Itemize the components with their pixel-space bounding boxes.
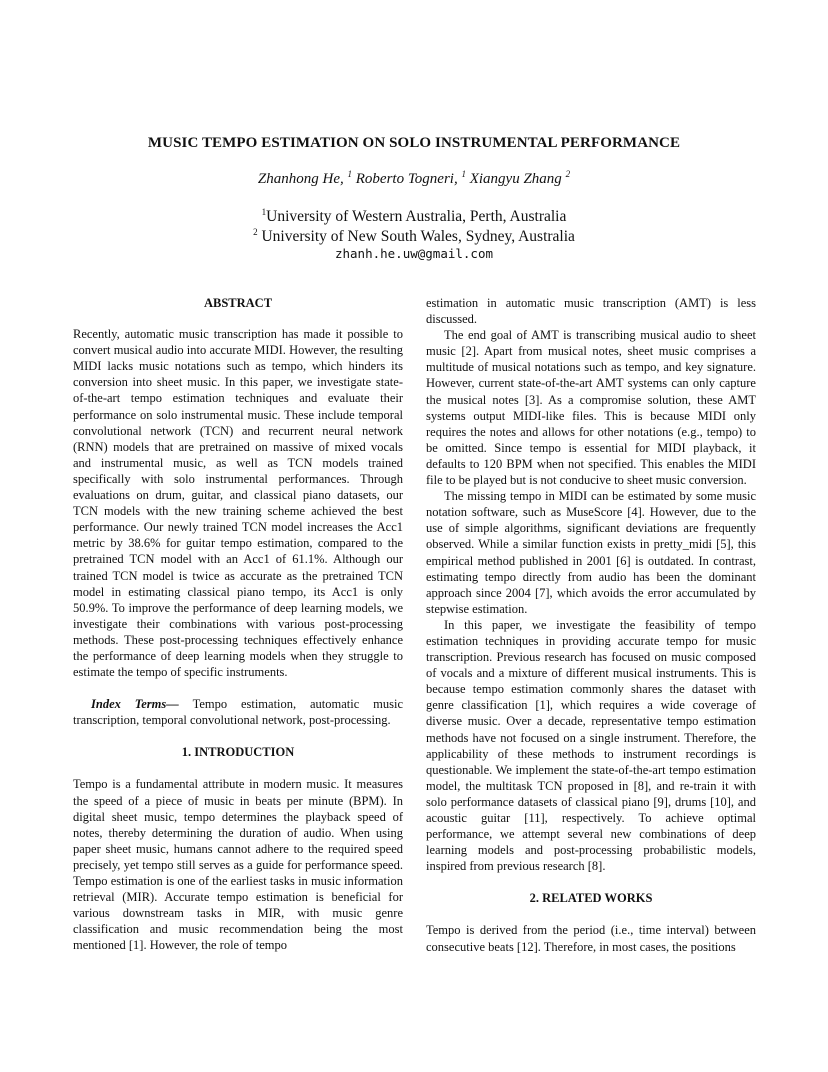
affiliation-2 [0,228,828,246]
affiliation-1-text: University of Western Australia, Perth, Australia [266,208,567,225]
affiliation-2-mark: 2 [253,226,258,237]
abstract-text: Recently, automatic music transcription has made it possible to convert musical audio into accurate MIDI. However, the resulting MIDI lacks music notations such as tempo, which hinders its conversion into sheet music. In this paper, we investigate state-of-the-art tempo estimation techniques and evaluate their performance on solo instrumental music. These include temporal convolutional network (TCN) and recurrent neural network (RNN) models that are pretrained on massive of mixed vocals and instrumental music, as well as TCN models trained specifically with solo instrumental performances. Through evaluations on drum, guitar, and classical piano datasets, our TCN models with the new training scheme achieved the best performance. Our newly trained TCN model increases the Acc1 metric by 38.6% for guitar tempo estimation, compared to the pretrained TCN model with an Acc1 of 61.1%. Although our trained TCN model is twice as accurate as the pretrained TCN model in estimating classical piano tempo, its Acc1 is only 50.9%. To improve the performance of deep learning models, we investigate their combinations with various post-processing methods. These post-processing techniques effectively enhance the performance of deep learning models when they struggle to estimate the tempo of specific instruments. [73,327,403,680]
introduction-paragraph-1: Tempo is a fundamental attribute in modern music. It measures the speed of a piece of music in beats per minute (BPM). In digital sheet music, tempo determines the playback speed of notes, thereby determining the duration of audio. When using paper sheet music, humans cannot adhere to the required speed precisely, yet tempo still serves as a guide for performance speed. Tempo estimation is one of the earliest tasks in music information retrieval (MIR). Accurate tempo estimation is beneficial for various downstream tasks in MIR, with music genre classification and music recommendation being the most mentioned [1]. However, the role of tempo [73,777,403,953]
author-1-affil-mark: 1 [347,169,353,179]
related-works-heading: 2. RELATED WORKS [529,891,653,906]
index-terms [73,696,403,728]
introduction-paragraph-3: The missing tempo in MIDI can be estimated by some music notation software, such as MuseScore [4]. However, due to the use of simple algorithms, significant deviations are frequently observed. While a similar function exists in pretty_midi [5], this empirical method published in 2001 [6] is outdated. In contrast, estimating tempo directly from audio has been the dominant approach since 2004 [7], which avoids the error accumulated by stepwise estimation. [426,489,756,616]
index-terms-text: Tempo estimation, automatic music transcription, temporal convolutional network, post-processing. [73,697,403,728]
introduction-paragraph-2: The end goal of AMT is transcribing musical audio to sheet music [2]. Apart from musical notes, sheet music comprises a multitude of musical notations such as tempo, and key signature. However, current state-of-the-art AMT systems can only capture the musical notes [3]. As a compromise solution, these AMT systems output MIDI-like files. This is because MIDI only requires the notes and allows for other notations (e.g., tempo) to be omitted. Since tempo is essential for MIDI playback, it defaults to 120 BPM when not specified. This enables the MIDI file to be played but is not conducive to sheet music conversion. [426,328,756,488]
author-2: Roberto Togneri, [352,171,462,187]
introduction-heading: 1. INTRODUCTION [181,745,295,760]
author-list [0,171,828,188]
introduction-paragraph-1-continued: estimation in automatic music transcription (AMT) is less discussed. [426,296,756,327]
index-terms-dash: — [166,697,193,712]
contact-email: zhanh.he.uw@gmail.com [334,246,494,261]
author-1: Zhanhong He, [257,171,348,187]
affiliation-1 [0,208,828,226]
author-3-affil-mark: 2 [565,169,571,179]
introduction-paragraph-4: In this paper, we investigate the feasibility of tempo estimation techniques in providing accurate tempo for music transcription. Previous research has focused on music composed of vocals and a mixture of different musical instruments. This is because tempo estimation commonly shares the dataset with genre classification [1], which requires a wide coverage of diverse music. Over a decade, representative tempo estimation methods have not focused on a single instrument. Therefore, the applicability of these methods to instrument recordings is questionable. We implement the state-of-the-art tempo estimation model, the multitask TCN proposed in [8], and re-train it with solo performance datasets of classical piano [9], drums [10], and acoustic guitar [11], respectively. To achieve optimal performance, we attempt several new combinations of deep learning models and post-processing probabilistic models, inspired from previous research [8]. [426,617,756,874]
affiliation-1-mark: 1 [261,206,267,217]
abstract-heading: ABSTRACT [203,296,273,310]
related-works-paragraph-1: Tempo is derived from the period (i.e., time interval) between consecutive beats [12]. Therefore, in most cases, the positions [426,923,756,954]
affiliation-2-text: University of New South Wales, Sydney, Australia [257,228,575,245]
left-column [73,295,403,953]
right-column [426,295,756,955]
author-2-affil-mark: 1 [461,169,466,179]
author-3: Xiangyu Zhang [465,171,566,187]
paper-title: MUSIC TEMPO ESTIMATION ON SOLO INSTRUMENTAL PERFORMANCE [147,135,681,151]
index-terms-label: Index Terms [91,697,167,712]
